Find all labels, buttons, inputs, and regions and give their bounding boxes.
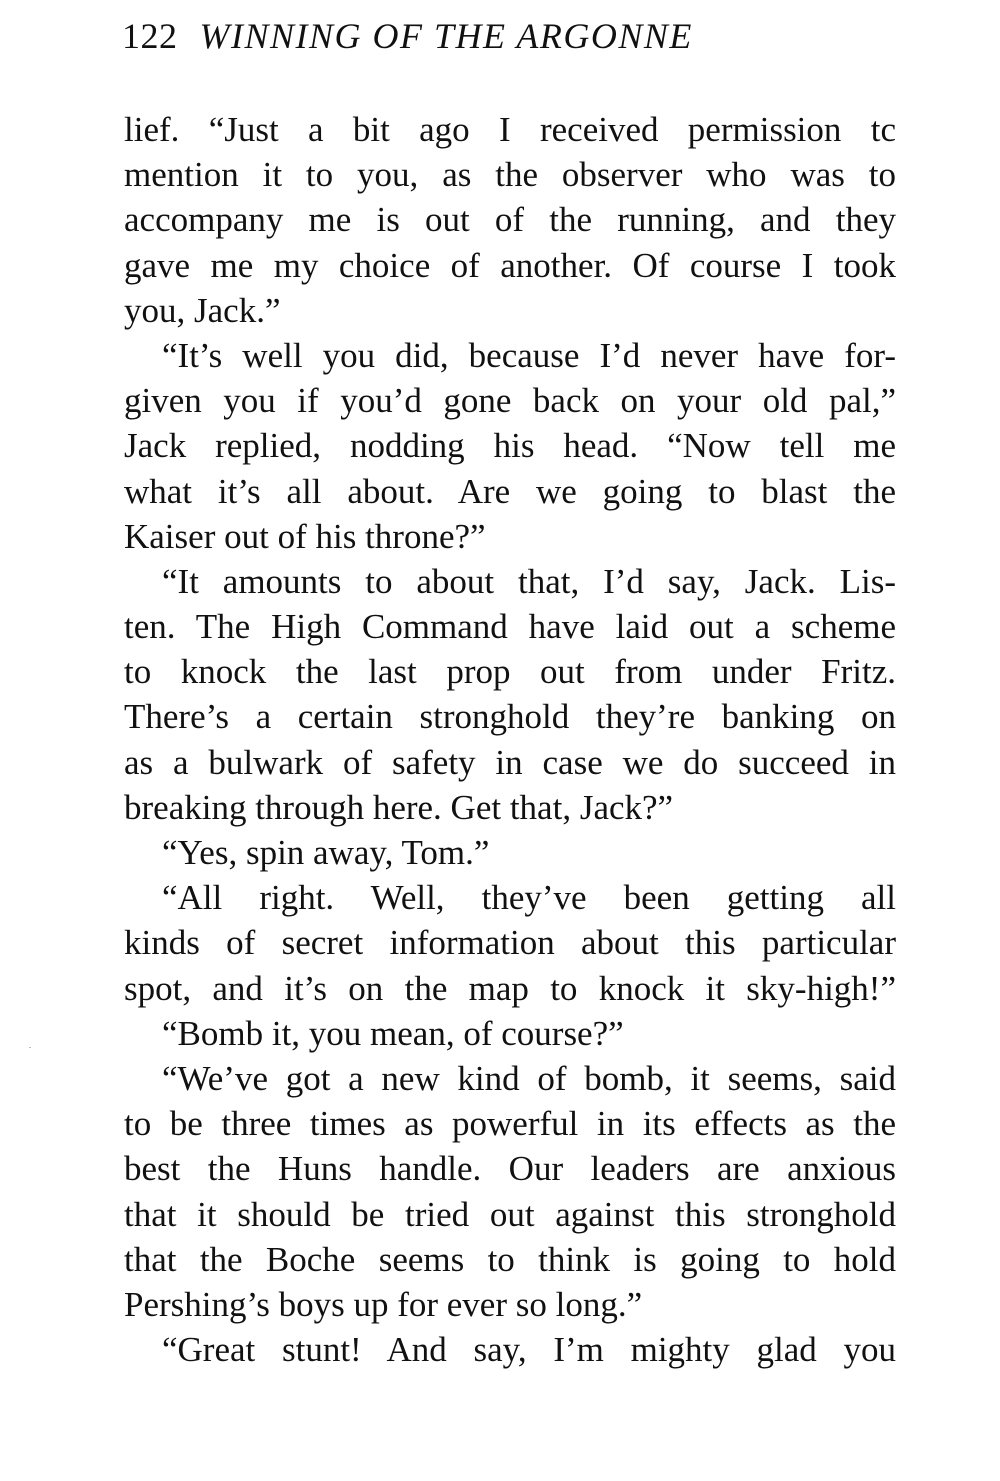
text-line: best the Huns handle. Our leaders are anxious: [124, 1149, 896, 1189]
text-line: “It’s well you did, because I’d never have for-: [162, 335, 896, 375]
text-line: Jack replied, nodding his head. “Now tell me: [124, 426, 896, 466]
text-line: Kaiser out of his throne?”: [124, 516, 486, 556]
text-line: accompany me is out of the running, and they: [124, 200, 896, 240]
text-line: that the Boche seems to think is going to hold: [124, 1239, 896, 1279]
text-line: “Yes, spin away, Tom.”: [162, 833, 490, 872]
text-line: you, Jack.”: [124, 290, 281, 330]
text-line: “Great stunt! And say, I’m mighty glad you: [162, 1330, 896, 1370]
text-line: to be three times as powerful in its effects as the: [124, 1104, 896, 1144]
text-line: “All right. Well, they’ve been getting all: [162, 878, 896, 918]
text-line: ten. The High Command have laid out a scheme: [124, 607, 896, 647]
book-title: WINNING OF THE ARGONNE: [199, 16, 693, 56]
text-line: spot, and it’s on the map to knock it sky-high!”: [124, 968, 896, 1008]
scan-speck: [29, 1047, 31, 1048]
text-line: There’s a certain stronghold they’re banking on: [124, 697, 896, 737]
text-line: Pershing’s boys up for ever so long.”: [124, 1284, 643, 1324]
body-text: [124, 107, 896, 1372]
text-line: what it’s all about. Are we going to blast the: [124, 471, 896, 511]
text-line: kinds of secret information about this particular: [124, 923, 896, 963]
text-line: “We’ve got a new kind of bomb, it seems, said: [162, 1058, 896, 1098]
text-line: to knock the last prop out from under Fritz.: [124, 652, 896, 692]
text-line: that it should be tried out against this stronghold: [124, 1194, 896, 1234]
text-line: given you if you’d gone back on your old pal,”: [124, 381, 896, 421]
text-line: lief. “Just a bit ago I received permission tc: [124, 110, 896, 149]
page-number: 122: [122, 16, 178, 56]
text-line: breaking through here. Get that, Jack?”: [124, 787, 674, 827]
text-line: “Bomb it, you mean, of course?”: [162, 1013, 624, 1053]
running-head: [122, 14, 693, 58]
text-line: “It amounts to about that, I’d say, Jack. Lis-: [162, 561, 896, 601]
text-line: gave me my choice of another. Of course I took: [124, 245, 896, 285]
text-line: as a bulwark of safety in case we do succeed in: [124, 742, 896, 782]
text-line: mention it to you, as the observer who was to: [124, 155, 896, 195]
